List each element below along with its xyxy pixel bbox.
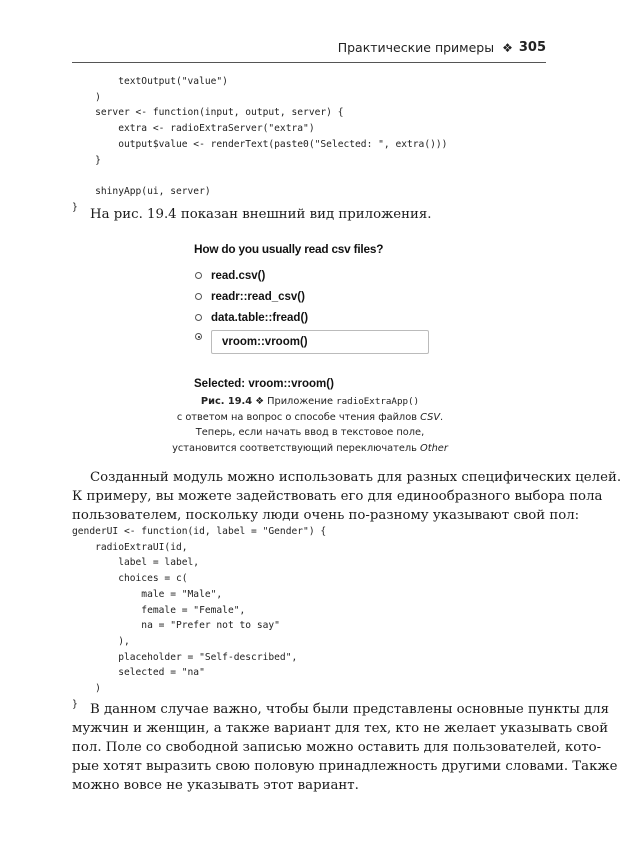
text-line: пользователем, поскольку люди очень по-разному указывают свой пол: [72,508,580,523]
code-line: radioExtraUI(id, [72,541,188,553]
caption-line3: Теперь, если начать ввод в текстовое поле, [195,427,425,438]
code-line: selected = "na" [72,667,205,679]
radio-option-other[interactable] [194,330,434,354]
caption-line2-end: . [440,411,444,423]
header-rule [72,62,546,63]
code-line: na = "Prefer not to say" [72,620,280,632]
page-number: 305 [518,40,546,55]
radio-option-label: read.csv() [211,269,266,282]
radio-unchecked-icon [195,293,202,300]
caption-label: Рис. 19.4 [200,396,253,407]
code-line: ), [72,635,130,647]
caption-text: Приложение [267,396,333,407]
code-line: ) [72,683,101,695]
other-text-input[interactable] [211,330,429,354]
code-line: server <- function(input, output, server) { [72,107,344,119]
code-line: output$value <- renderText(paste0("Selected: ", extra())) [72,138,448,150]
radio-option-fread[interactable] [194,307,434,328]
code-block-2 [72,524,326,712]
text-line: К примеру, вы можете задействовать его для единообразного выбора пола [72,489,603,504]
code-block-1 [72,74,447,215]
caption-line4: установится соответствующий переключатель [172,442,417,454]
caption-line2: с ответом на вопрос о способе чтения файлов [176,411,417,423]
code-line: shinyApp(ui, server) [72,185,211,197]
radio-option-read-csv[interactable] [194,265,434,286]
caption-line2-italic: CSV [420,411,441,423]
intro-paragraph: На рис. 19.4 показан внешний вид приложения. [90,207,432,222]
code-line: male = "Male", [72,588,223,600]
code-line: choices = c( [72,573,188,585]
figure-app-screenshot [194,242,434,390]
code-line: } [72,154,101,166]
text-line: пол. Поле со свободной записью можно оставить для пользователей, кото- [72,740,602,755]
caption-diamond-icon: ❖ [255,396,264,407]
text-line: мужчин и женщин, а также вариант для тех, кто не желает указывать свой [72,721,609,736]
radio-option-label: data.table::fread() [211,311,309,324]
code-line: placeholder = "Self-described", [72,651,298,663]
section-title: Практические примеры [337,40,495,55]
text-line: В данном случае важно, чтобы были представлены основные пункты для [90,702,610,717]
radio-option-readr[interactable] [194,286,434,307]
running-header [337,40,546,55]
paragraph-1 [72,468,621,525]
code-line: label = label, [72,557,200,569]
code-line: } [72,698,78,710]
radio-unchecked-icon [195,314,202,321]
code-line: genderUI <- function(id, label = "Gender") { [72,526,327,537]
text-line: Созданный модуль можно использовать для разных специфических целей. [90,470,621,485]
other-text-value: vroom::vroom() [222,336,308,348]
code-line: textOutput("value") [72,76,228,87]
selected-output: Selected: vroom::vroom() [194,378,334,390]
diamond-icon: ❖ [502,40,513,55]
text-line: можно вовсе не указывать этот вариант. [72,778,359,793]
code-line: female = "Female", [72,604,246,616]
radio-checked-icon [195,333,202,340]
radio-option-label: readr::read_csv() [211,290,305,303]
caption-line4-italic: Other [420,442,448,454]
figure-caption [150,394,470,456]
text-line: рые хотят выразить свою половую принадлежность другими словами. Также [72,759,618,774]
caption-code: radioExtraApp() [336,396,420,407]
paragraph-2 [72,700,618,795]
radio-unchecked-icon [195,272,202,279]
code-line: ) [72,91,101,103]
code-line: } [72,201,78,213]
figure-question: How do you usually read csv files? [194,242,384,256]
code-line: extra <- radioExtraServer("extra") [72,123,315,135]
